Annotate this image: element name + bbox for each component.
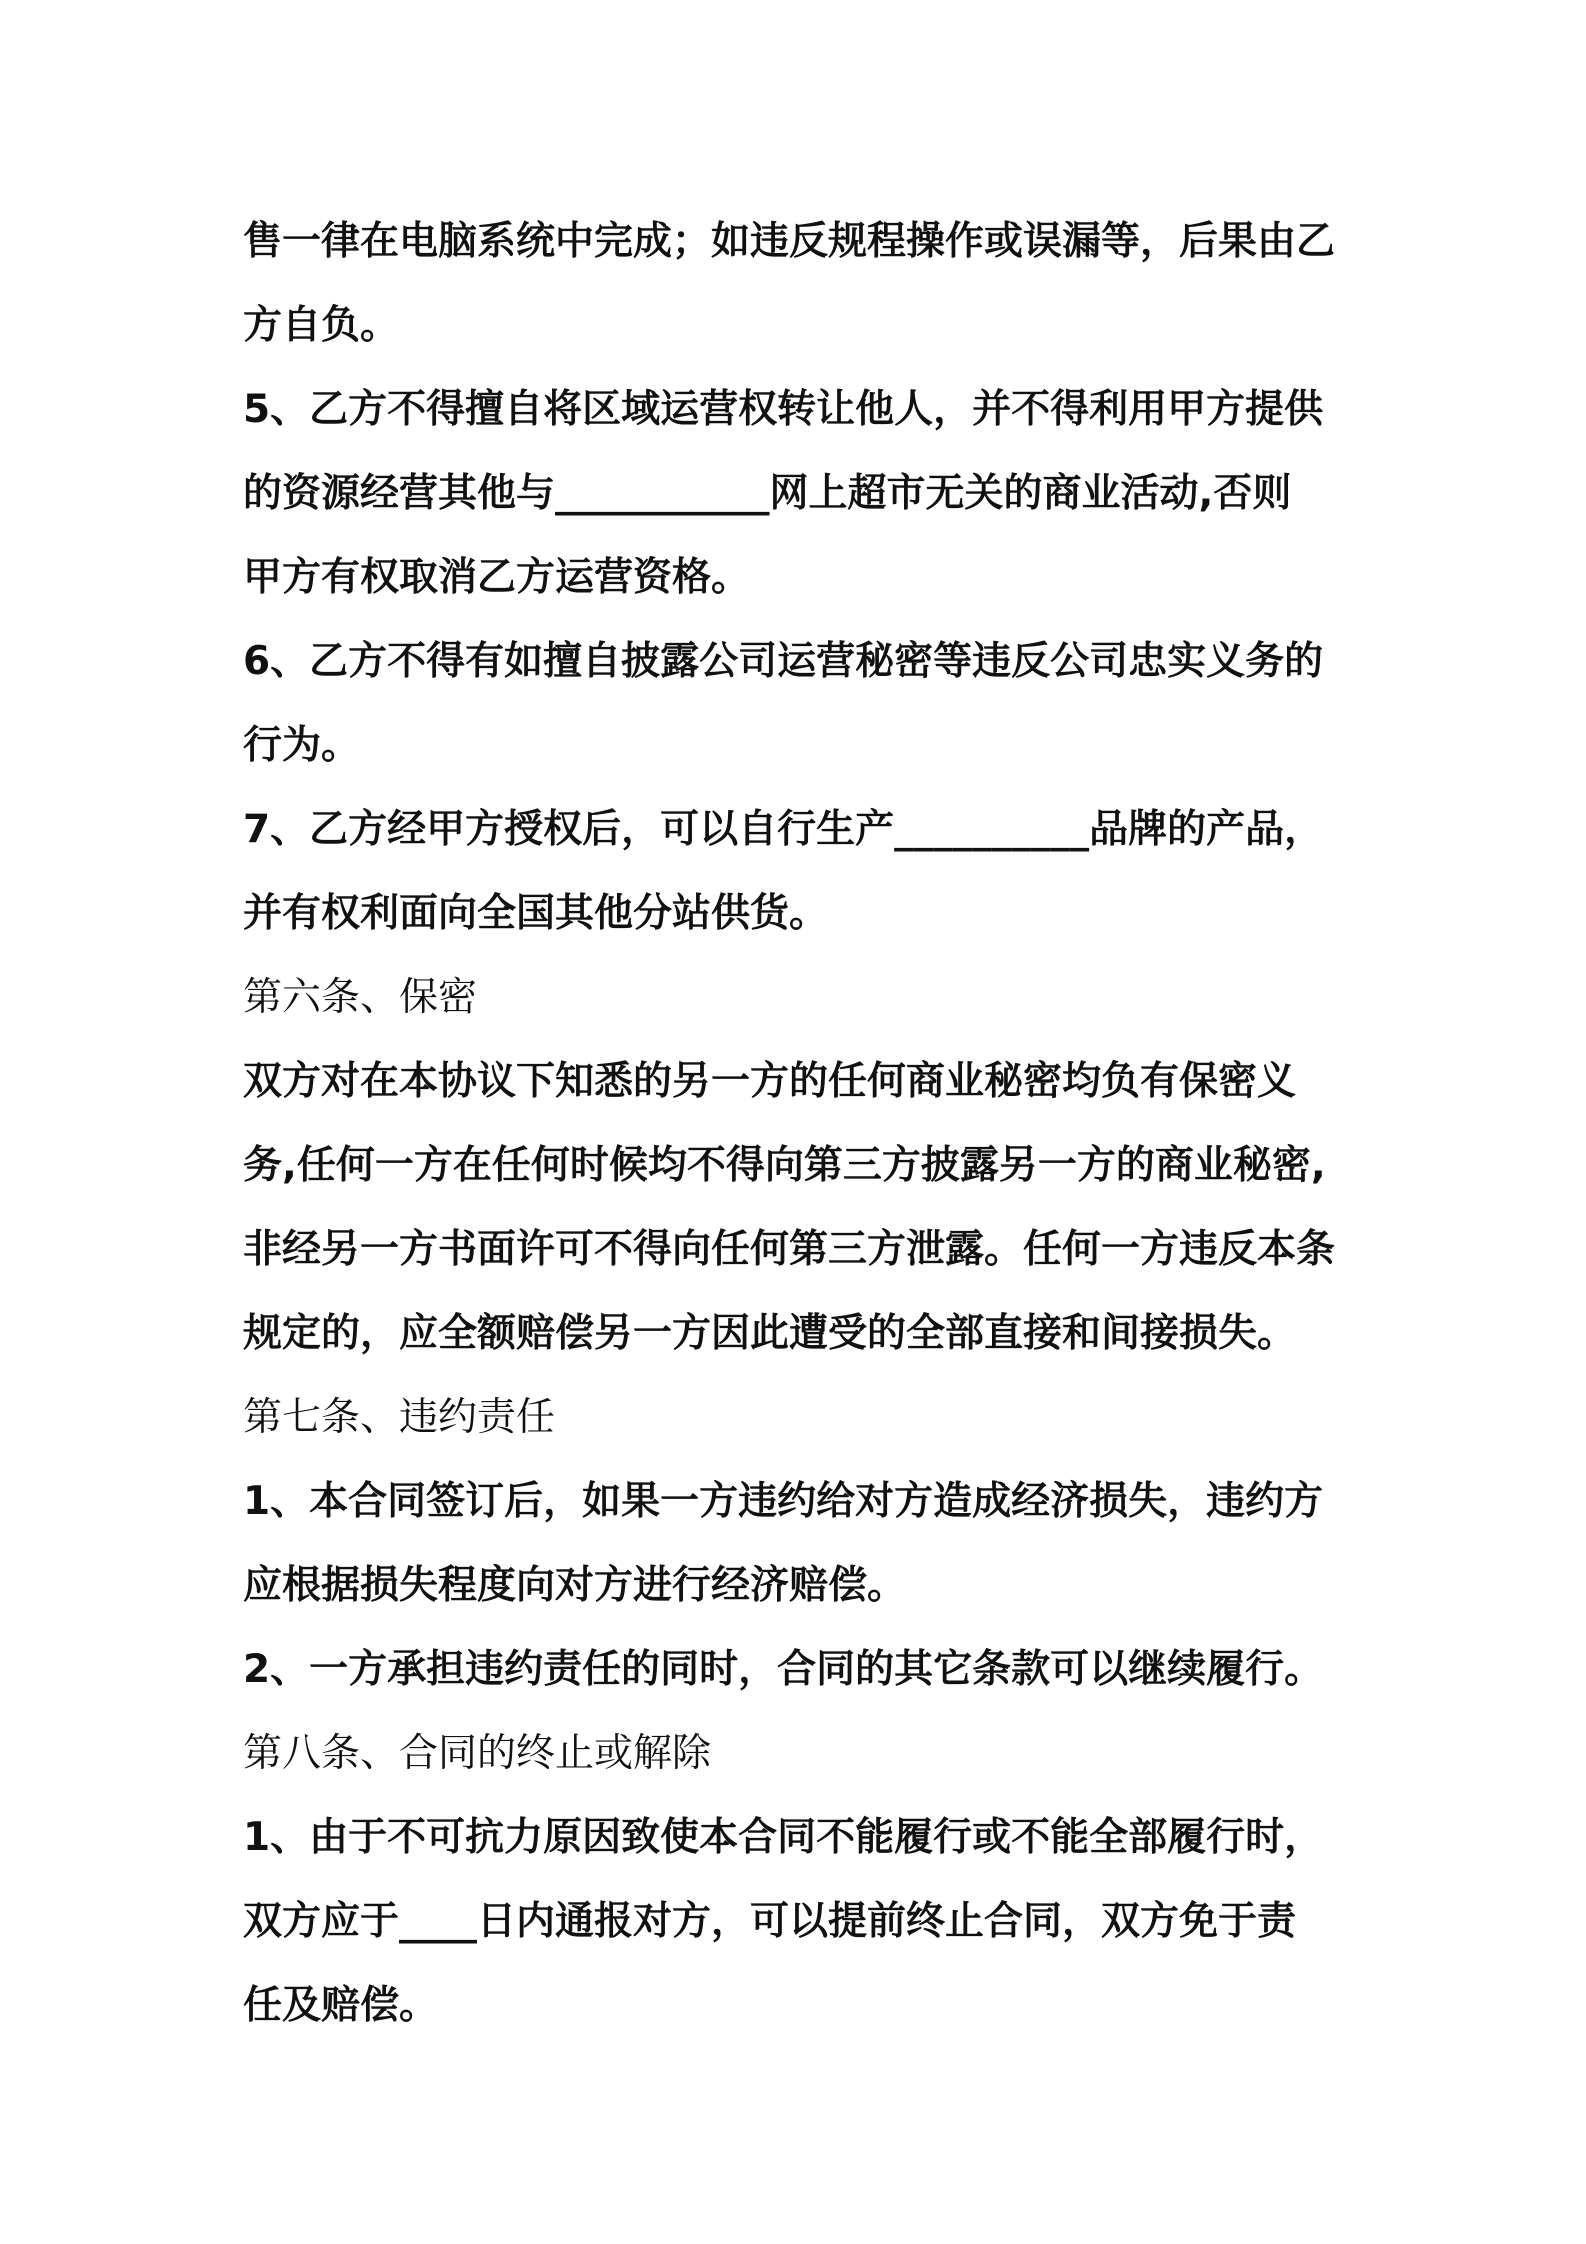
text-line: 双方对在本协议下知悉的另一方的任何商业秘密均负有保密义: [243, 1059, 1297, 1104]
text-line: 规定的，应全额赔偿另一方因此遭受的全部直接和间接损失。: [243, 1311, 1297, 1356]
liability-item-2-line: 2、一方承担违约责任的同时，合同的其它条款可以继续履行。: [243, 1647, 1324, 1692]
clause-6-line: 6、乙方不得有如擅自披露公司运营秘密等违反公司忠实义务的: [243, 639, 1324, 684]
text-line: 务,任何一方在任何时候均不得向第三方披露另一方的商业秘密,: [243, 1143, 1326, 1188]
text-line: 的资源经营其他与___________网上超市无关的商业活动,否则: [243, 471, 1292, 516]
text-line: 并有权利面向全国其他分站供货。: [243, 891, 829, 936]
section-heading-liability: 第七条、违约责任: [243, 1395, 556, 1440]
clause-5-line: 5、乙方不得擅自将区域运营权转让他人，并不得利用甲方提供: [243, 387, 1324, 432]
text-line: 方自负。: [243, 303, 400, 348]
text-line: 非经另一方书面许可不得向任何第三方泄露。任何一方违反本条: [243, 1227, 1336, 1272]
text-line: 任及赔偿。: [243, 1983, 439, 2028]
section-heading-confidentiality: 第六条、保密: [243, 975, 478, 1020]
liability-item-1-line: 1、本合同签订后，如果一方违约给对方造成经济损失，违约方: [243, 1479, 1324, 1524]
text-line: 应根据损失程度向对方进行经济赔偿。: [243, 1563, 907, 1608]
text-line: 双方应于____日内通报对方，可以提前终止合同，双方免于责: [243, 1899, 1297, 1944]
text-line: 售一律在电脑系统中完成；如违反规程操作或误漏等，后果由乙: [243, 219, 1336, 264]
clause-7-line: 7、乙方经甲方授权后，可以自行生产__________品牌的产品，: [243, 807, 1324, 852]
document-page: [243, 200, 1393, 2048]
termination-item-1-line: 1、由于不可抗力原因致使本合同不能履行或不能全部履行时，: [243, 1815, 1324, 1860]
section-heading-termination: 第八条、合同的终止或解除: [243, 1731, 712, 1776]
text-line: 甲方有权取消乙方运营资格。: [243, 555, 751, 600]
text-line: 行为。: [243, 723, 361, 768]
